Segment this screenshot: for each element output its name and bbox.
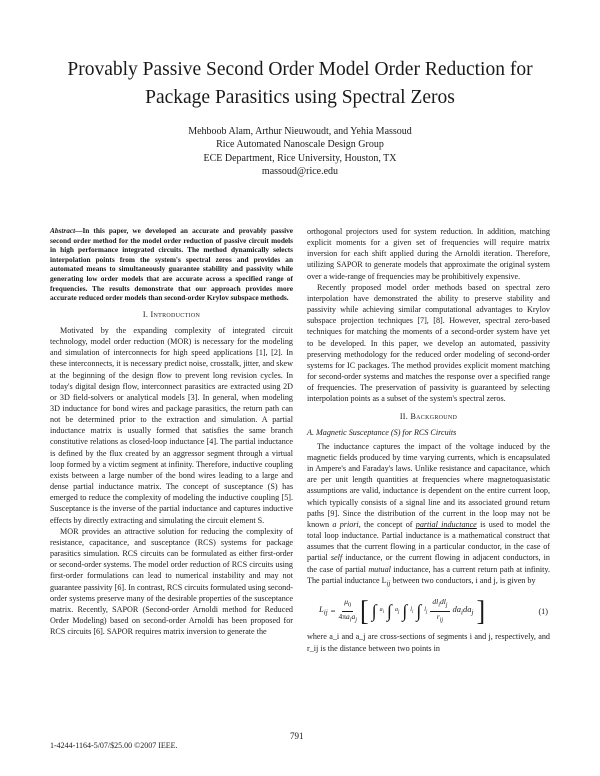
intro-paragraph-2: MOR provides an attractive solution for reducing the complexity of resistance, capacitance, and susceptance (RCS) systems for package parasitics simulation. RCS circuits can be formulated as either first-order or second-order systems. The model order reduction of RCS circuits using first-order formulations can lead to numerical instability and may not guarantee passivity [6]. In contrast, RCS circuits formulated using second-order systems preserve many of the desirable properties of the susceptance matrix. Recently, SAPOR (Second-order Arnoldi method for Reduced Order Modeling) based on second-order Arnoldi has been proposed for RCS circuits [6]. SAPOR requires matrix inversion to generate the bbox=[50, 526, 293, 637]
section-heading-background: II. Background bbox=[399, 411, 458, 421]
equation-number: (1) bbox=[538, 606, 548, 616]
copyright-notice: 1-4244-1164-5/07/$25.00 ©2007 IEEE. bbox=[50, 741, 178, 750]
abstract bbox=[50, 226, 293, 303]
author-names: Mehboob Alam, Arthur Nieuwoudt, and Yehia Massoud bbox=[188, 126, 412, 137]
section-heading-introduction: I. Introduction bbox=[142, 309, 201, 319]
affiliation-group: Rice Automated Nanoscale Design Group bbox=[216, 139, 384, 151]
background-paragraph-2: where a_i and a_j are cross-sections of segments i and j, respectively, and r_ij is the distance between two points in bbox=[307, 632, 550, 653]
affiliation-department: ECE Department, Rice University, Houston, TX bbox=[203, 152, 397, 164]
equation-1 bbox=[307, 594, 550, 627]
equation-body: $L_{ij}$ = $\frac{\mu_0}{4\pi a_ia_j}$ [ ∫ $a_i$ ∫ $a_j$ ∫ $l_i$ ∫ $l_j$ $\frac{dl_idl_j}{r_{ij}}$ $da_ida_j$ ] bbox=[319, 594, 486, 627]
page-number: 791 bbox=[290, 731, 304, 741]
intro-paragraph-1: Motivated by the expanding complexity of integrated circuit technology, model order reduction (MOR) is necessary for the modeling and simulation of interconnects for high speed applications [1], [2]. In these interconnects, it is necessary predict noise, crosstalk, jitter, and skew at the beginning of the design flow to prevent long revision cycles. In today's digital design flow, interconnect parasitics are extracted using 2D or 3D field-solvers or analytical models [3]. In general, when modeling 3D inductance for bond wires and package parasitics, the return path can not be determined prior to the extraction and simulation. A partial inductance matrix is usually formed that satisfies the same branch constitutive relations as closed-loop inductance [4]. The partial inductance is defined by the flux created by an aggressor segment through a virtual loop formed by a victim segment at infinity. Therefore, inductive coupling exists between a large number of the bond wires leading to a large and dense partial inductance matrix. The concept of susceptance (S) has emerged to reduce the complexity of modeling the inductive coupling [5]. Susceptance is the inverse of the partial inductance and captures inductive effects by directly extracting and simulating the circuit element S. bbox=[50, 325, 293, 525]
intro-paragraph-3: orthogonal projectors used for system reduction. In addition, matching explicit moments for a given set of frequencies will require matrix inversion for each shift applied during the Arnoldi iteration. Therefore, utilizing SAPOR to generate models that approximate the original system over a wide-range of frequencies may be prohibitively expensive. bbox=[307, 227, 550, 281]
abstract-label: Abstract— bbox=[50, 226, 83, 235]
intro-paragraph-4: Recently proposed model order methods based on spectral zero interpolation have demonstrated the ability to preserve stability and passivity while achieving similar computational advantages to Krylov subspace projection techniques [7], [8]. However, spectral zero-based techniques for matching the moments of a second-order system have yet to be developed. In this paper, we develop an automated, passivity preserving methodology for the reduced order modeling of second-order systems for IC packages. The method provides explicit moment matching for second-order systems and matches the response over a specified range of frequencies. The preservation of passivity is guaranteed by selecting interpolation points as a subset of the system's spectral zeros. bbox=[307, 282, 550, 404]
left-column bbox=[50, 226, 293, 637]
subsection-heading-susceptance: A. Magnetic Susceptance (S) for RCS Circuits bbox=[307, 427, 457, 437]
background-paragraph-1: The inductance captures the impact of the voltage induced by the magnetic fields produced by time varying currents, which is encapsulated in Ampere's and Faraday's laws. Unlike resistance and capacitance, which are per unit length quantities at frequencies where magnetoquasistatic assumptions are valid, inductance is dependent on the entire current loop, which typically consists of a signal line and its associated ground return paths [9]. Since the distribution of the current in the loop may not be known a priori, the concept of partial inductance is used to model the total loop inductance. Partial inductance is a mathematical construct that assumes that the current flowing in a particular conductor, in the case of partial self inductance, or the current flowing in adjacent conductors, in the case of partial mutual inductance, has a current return path at infinity. The partial inductance $L_{ij}$ between two conductors, i and j, is given by bbox=[307, 441, 550, 588]
author-block bbox=[60, 125, 540, 179]
paper-title: Provably Passive Second Order Model Order Reduction for Package Parasitics using Spectral Zeros bbox=[67, 59, 533, 108]
author-email: massoud@rice.edu bbox=[261, 166, 339, 178]
abstract-text: In this paper, we developed an accurate and provably passive second order method for the model order reduction of passive circuit models in high performance integrated circuits. The method dynamically selects interpolation points from the system's spectral zeros and provides an automated means to simultaneously guarantee stability and passivity while generating low order models that are accurate across a specified range of frequencies. The results demonstrate that our approach provides more accurate reduced order models than second-order Krylov subspace methods. bbox=[50, 226, 293, 303]
right-column bbox=[307, 226, 550, 654]
